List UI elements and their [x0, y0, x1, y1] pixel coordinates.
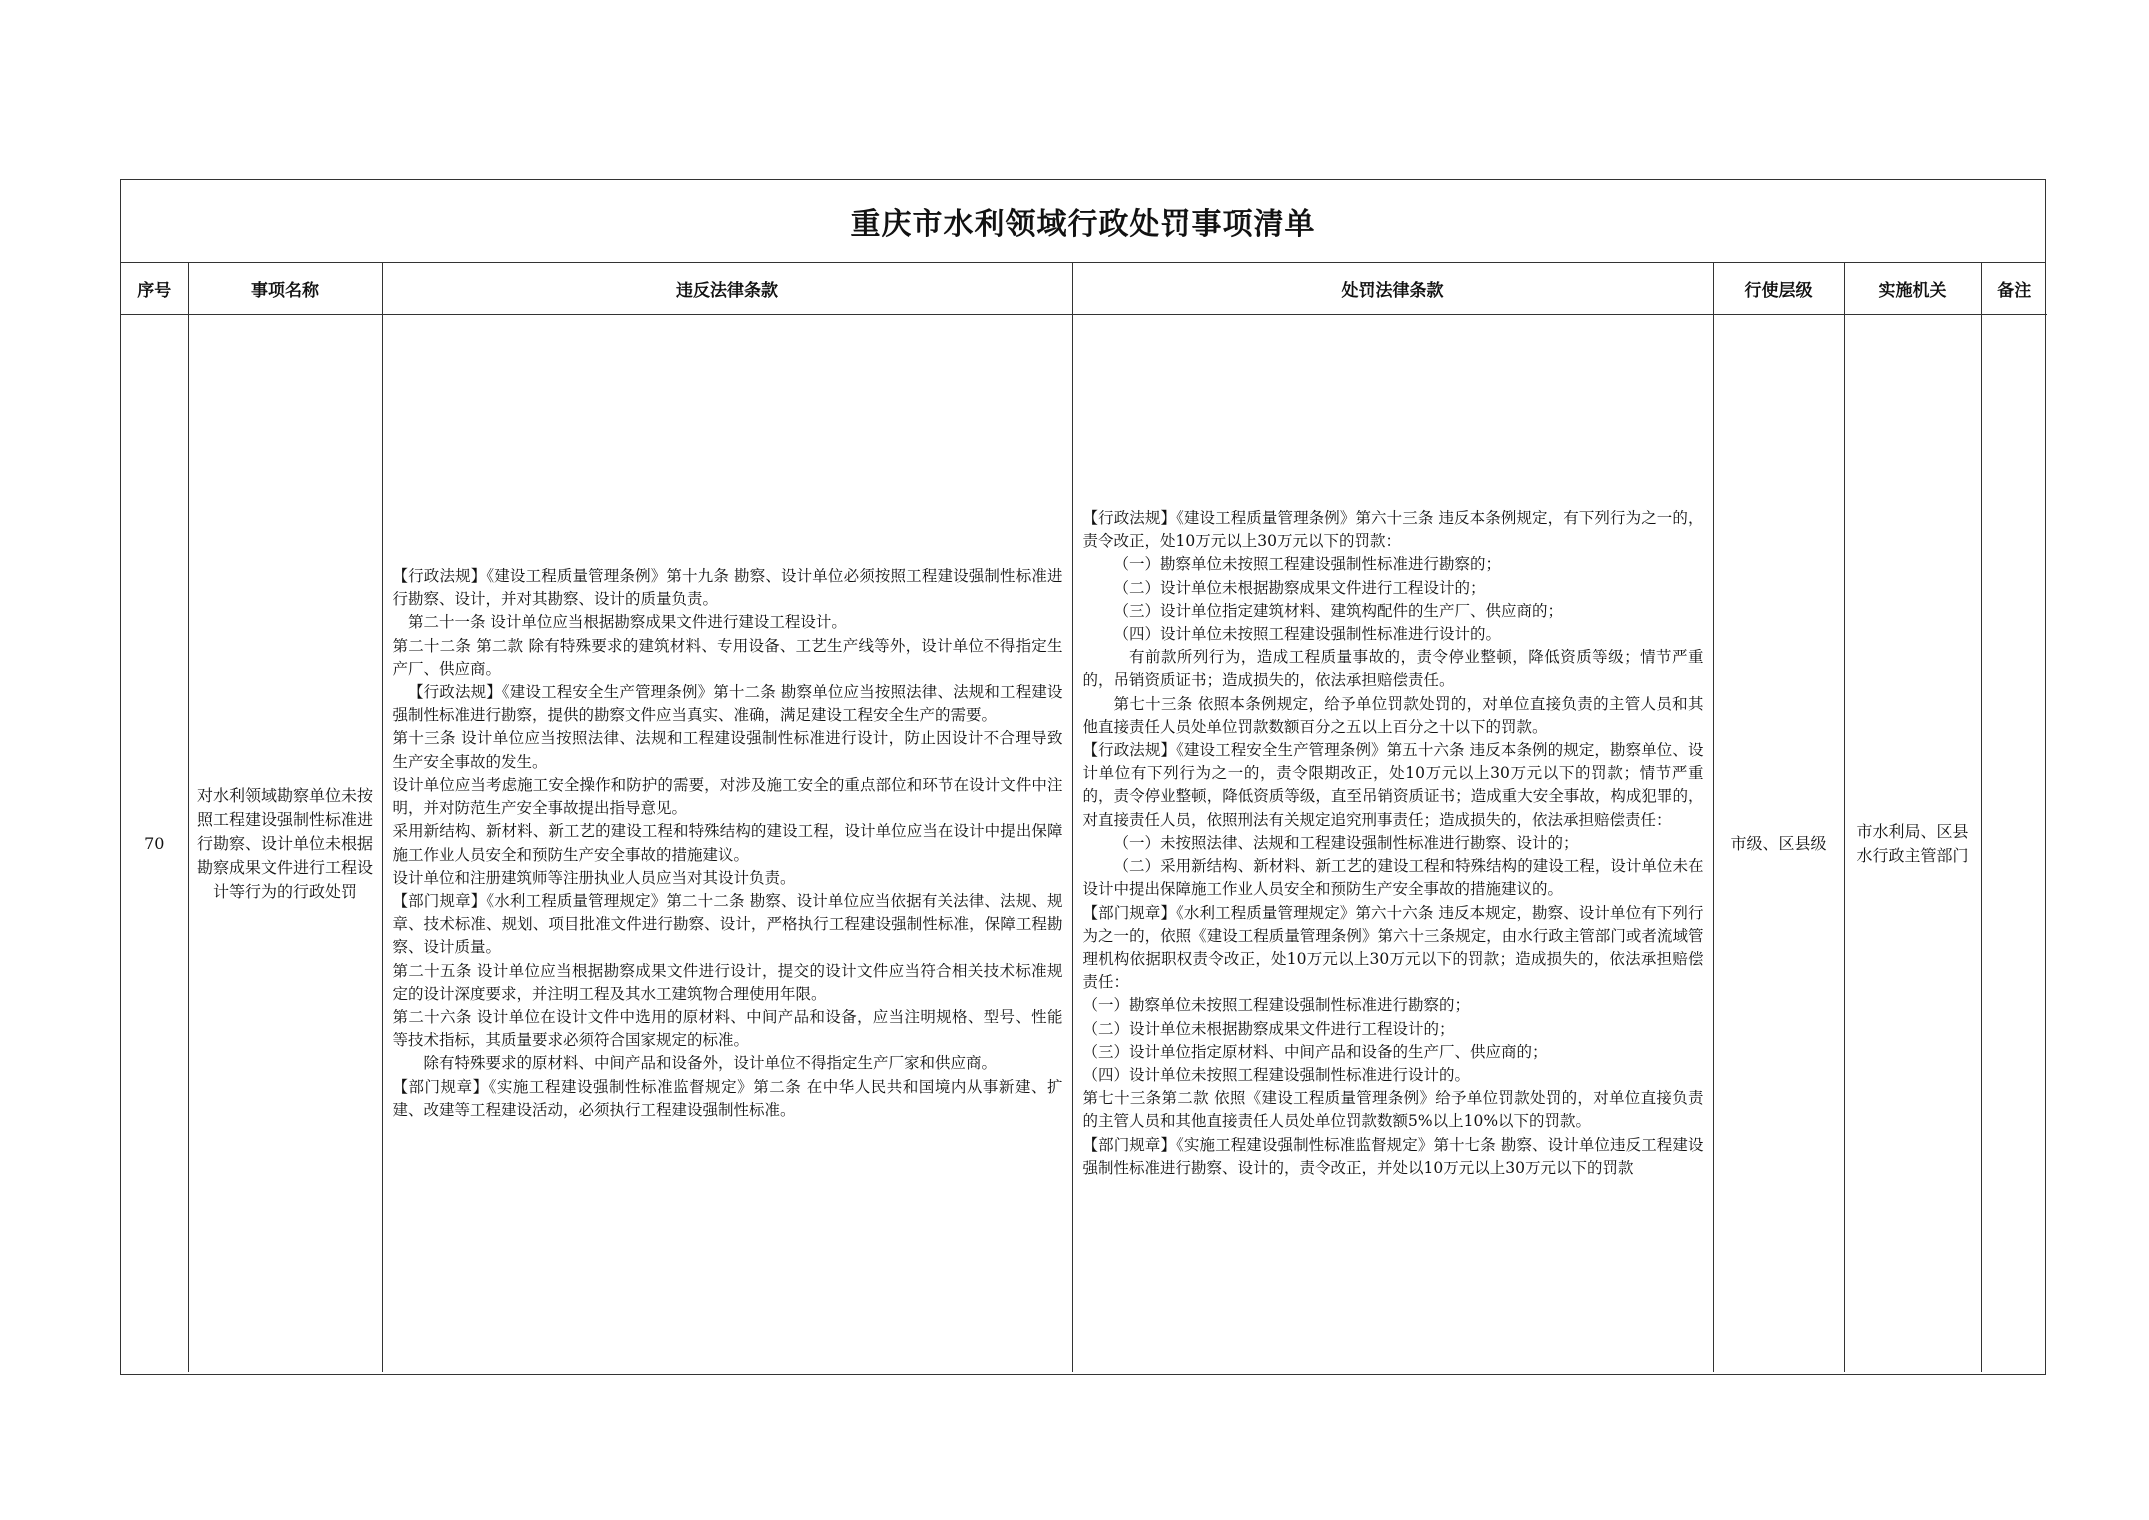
table-row — [121, 315, 2047, 1373]
penalty-clause-paragraph: 【部门规章】《实施工程建设强制性标准监督规定》第十七条 勘察、设计单位违反工程建设强制性标准进行勘察、设计的，责令改正，并处以10万元以上30万元以下的罚款 — [1082, 1135, 1704, 1177]
cell-remarks — [1981, 315, 2047, 1373]
penalty-list-sheet — [120, 179, 2046, 1375]
penalty-clause-paragraph: 【行政法规】《建设工程安全生产管理条例》第五十六条 违反本条例的规定，勘察单位、设计单位有下列行为之一的，责令限期改正，处10万元以上30万元以下的罚款；情节严重的，责令停业整顿，降低资质等级，直至吊销资质证书；造成重大安全事故，构成犯罪的，对直接责任人员，依照刑法有关规定追究刑事责任；造成损失的，依法承担赔偿责任： — [1082, 741, 1704, 829]
penalty-table — [121, 263, 2047, 1372]
penalty-clause-paragraph: 【部门规章】《水利工程质量管理规定》第六十六条 违反本规定，勘察、设计单位有下列行为之一的，依照《建设工程质量管理条例》第六十三条规定，由水行政主管部门或者流域管理机构依据职权责令改正，处10万元以上30万元以下的罚款；造成损失的，依法承担赔偿责任： — [1082, 903, 1704, 992]
cell-violated-clauses — [382, 315, 1072, 1373]
header-agency: 实施机关 — [1844, 263, 1981, 315]
violated-clause-paragraph: 采用新结构、新材料、新工艺的建设工程和特殊结构的建设工程，设计单位应当在设计中提出保障施工作业人员安全和预防生产安全事故的措施建议。 — [392, 822, 1063, 864]
header-seq: 序号 — [121, 263, 188, 315]
violated-clause-paragraph: 第二十一条 设计单位应当根据勘察成果文件进行建设工程设计。 — [408, 613, 847, 632]
penalty-clause-paragraph: （四）设计单位未按照工程建设强制性标准进行设计的。 — [1113, 625, 1502, 644]
penalty-clause-paragraph: （一）勘察单位未按照工程建设强制性标准进行勘察的； — [1113, 555, 1502, 574]
cell-agency: 市水利局、区县水行政主管部门 — [1844, 315, 1981, 1373]
violated-clause-paragraph: 第二十六条 设计单位在设计文件中选用的原材料、中间产品和设备，应当注明规格、型号、性能等技术指标，其质量要求必须符合国家规定的标准。 — [392, 1007, 1063, 1050]
penalty-clause-paragraph: （四）设计单位未按照工程建设强制性标准进行设计的。 — [1082, 1065, 1471, 1084]
document-title: 重庆市水利领域行政处罚事项清单 — [121, 180, 2045, 263]
header-penalty-clauses: 处罚法律条款 — [1072, 263, 1713, 315]
cell-seq: 70 — [121, 315, 188, 1373]
header-remarks: 备注 — [1981, 263, 2047, 315]
violated-clause-paragraph: 设计单位应当考虑施工安全操作和防护的需要，对涉及施工安全的重点部位和环节在设计文件中注明，并对防范生产安全事故提出指导意见。 — [392, 775, 1063, 818]
violated-clause-paragraph: 【行政法规】《建设工程安全生产管理条例》第十二条 勘察单位应当按照法律、法规和工程建设强制性标准进行勘察，提供的勘察文件应当真实、准确，满足建设工程安全生产的需要。 — [392, 683, 1063, 725]
violated-clause-paragraph: 第二十二条 第二款 除有特殊要求的建筑材料、专用设备、工艺生产线等外，设计单位不得指定生产厂、供应商。 — [392, 636, 1063, 678]
penalty-clause-paragraph: 第七十三条 依照本条例规定，给予单位罚款处罚的，对单位直接负责的主管人员和其他直接责任人员处单位罚款数额百分之五以上百分之十以下的罚款。 — [1082, 694, 1704, 736]
violated-clause-paragraph: 设计单位和注册建筑师等注册执业人员应当对其设计负责。 — [392, 868, 796, 887]
penalty-clause-paragraph: 【行政法规】《建设工程质量管理条例》第六十三条 违反本条例规定，有下列行为之一的，责令改正，处10万元以上30万元以下的罚款： — [1082, 509, 1704, 551]
header-level: 行使层级 — [1713, 263, 1844, 315]
penalty-clause-paragraph: （二）设计单位未根据勘察成果文件进行工程设计的； — [1082, 1019, 1455, 1038]
penalty-clause-paragraph: （三）设计单位指定原材料、中间产品和设备的生产厂、供应商的； — [1082, 1042, 1548, 1061]
cell-penalty-clauses — [1072, 315, 1713, 1373]
cell-level: 市级、区县级 — [1713, 315, 1844, 1373]
table-header-row — [121, 263, 2047, 315]
header-violated-clauses: 违反法律条款 — [382, 263, 1072, 315]
violated-clause-paragraph: 【行政法规】《建设工程质量管理条例》第十九条 勘察、设计单位必须按照工程建设强制性标准进行勘察、设计，并对其勘察、设计的质量负责。 — [392, 567, 1063, 609]
penalty-clause-paragraph: 有前款所列行为，造成工程质量事故的，责令停业整顿，降低资质等级；情节严重的，吊销资质证书；造成损失的，依法承担赔偿责任。 — [1082, 648, 1704, 690]
penalty-clause-paragraph: 第七十三条第二款 依照《建设工程质量管理条例》给予单位罚款处罚的，对单位直接负责的主管人员和其他直接责任人员处单位罚款数额5%以上10%以下的罚款。 — [1082, 1089, 1704, 1131]
penalty-clause-paragraph: （二）设计单位未根据勘察成果文件进行工程设计的； — [1113, 578, 1486, 597]
violated-clause-paragraph: 除有特殊要求的原材料、中间产品和设备外，设计单位不得指定生产厂家和供应商。 — [423, 1054, 998, 1073]
violated-clause-paragraph: 第二十五条 设计单位应当根据勘察成果文件进行设计，提交的设计文件应当符合相关技术标准规定的设计深度要求，并注明工程及其水工建筑物合理使用年限。 — [392, 961, 1063, 1003]
violated-clause-paragraph: 【部门规章】《水利工程质量管理规定》第二十二条 勘察、设计单位应当依据有关法律、法规、规章、技术标准、规划、项目批准文件进行勘察、设计，严格执行工程建设强制性标准，保障工程勘察、设计质量。 — [392, 891, 1063, 957]
penalty-clause-paragraph: （二）采用新结构、新材料、新工艺的建设工程和特殊结构的建设工程，设计单位未在设计中提出保障施工作业人员安全和预防生产安全事故的措施建议的。 — [1082, 857, 1704, 899]
cell-item-name: 对水利领域勘察单位未按照工程建设强制性标准进行勘察、设计单位未根据勘察成果文件进行工程设计等行为的行政处罚 — [188, 315, 382, 1373]
violated-clause-paragraph: 【部门规章】《实施工程建设强制性标准监督规定》第二条 在中华人民共和国境内从事新建、扩建、改建等工程建设活动，必须执行工程建设强制性标准。 — [392, 1077, 1063, 1119]
penalty-clause-paragraph: （一）未按照法律、法规和工程建设强制性标准进行勘察、设计的； — [1113, 833, 1579, 852]
header-item-name: 事项名称 — [188, 263, 382, 315]
violated-clause-paragraph: 第十三条 设计单位应当按照法律、法规和工程建设强制性标准进行设计，防止因设计不合理导致生产安全事故的发生。 — [392, 729, 1063, 771]
penalty-clause-paragraph: （一）勘察单位未按照工程建设强制性标准进行勘察的； — [1082, 996, 1471, 1015]
penalty-clause-paragraph: （三）设计单位指定建筑材料、建筑构配件的生产厂、供应商的； — [1113, 601, 1564, 620]
